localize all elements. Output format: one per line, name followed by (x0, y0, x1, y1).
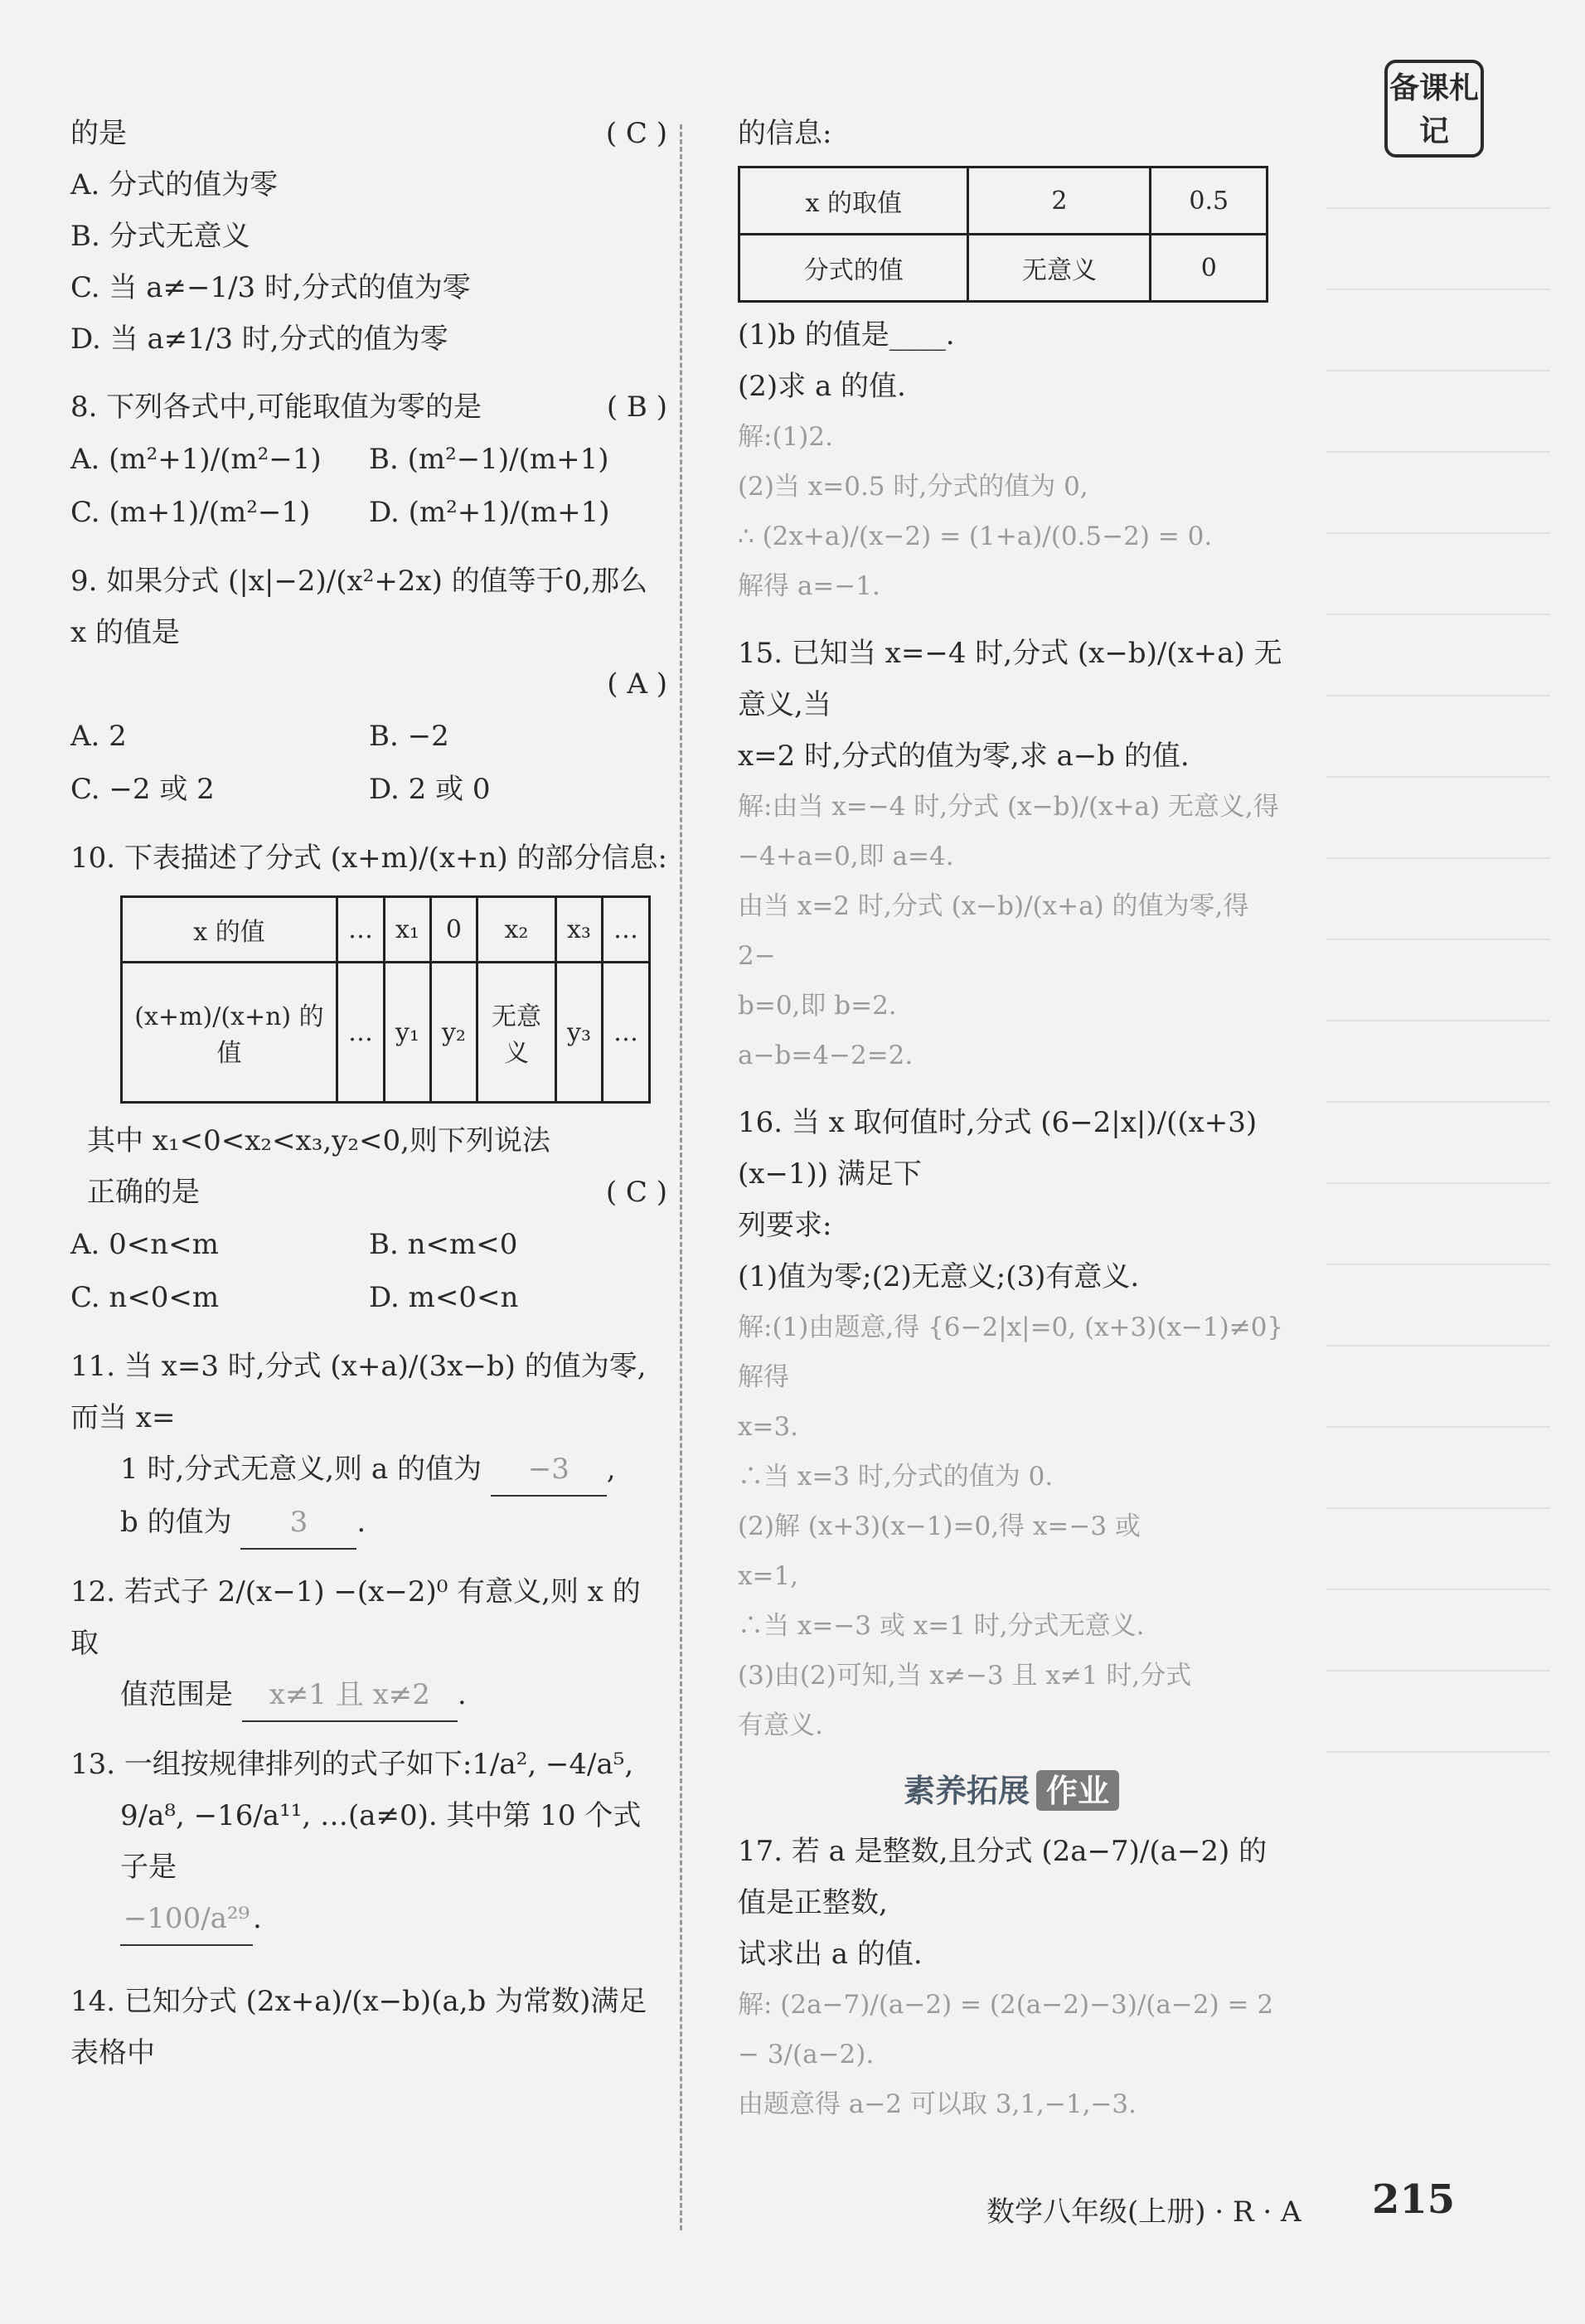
q15-solution-2: −4+a=0,即 a=4. (738, 842, 954, 871)
q15-solution-5: a−b=4−2=2. (738, 1041, 914, 1070)
lesson-notes-badge: 备课札记 (1384, 60, 1484, 158)
q13-line3: −100/a²⁹ . (70, 1893, 667, 1946)
q11-answer-a: −3 (491, 1443, 607, 1497)
q7-stem-tail: 的是 ( C ) (70, 108, 667, 159)
q10-question: 正确的是 ( C ) (70, 1167, 667, 1218)
q16-solution-5: x=1, (738, 1561, 799, 1591)
q14-solution-2: (2)当 x=0.5 时,分式的值为 0, (738, 472, 1088, 502)
q16-stem: 16. 当 x 取何值时,分式 (6−2|x|)/((x+3)(x−1)) 满足下 (738, 1106, 1258, 1191)
q11-stem: 11. 当 x=3 时,分式 (x+a)/(3x−b) 的值为零,而当 x= (70, 1350, 647, 1434)
q16-solution-3: ∴当 x=3 时,分式的值为 0. (738, 1462, 1054, 1492)
q11-answer-b: 3 (240, 1497, 356, 1550)
q10-table: x 的值 … x₁ 0 x₂ x₃ … (x+m)/(x+n) 的值 … y₁ y₂ 无意义 y₃ … (120, 895, 651, 1104)
q7-answer: ( C ) (605, 117, 667, 150)
q7-option-c: C. 当 a≠−1/3 时,分式的值为零 (70, 271, 471, 304)
q17-stem-2: 试求出 a 的值. (738, 1938, 923, 1971)
q9-options-row2: C. −2 或 2 D. 2 或 0 (70, 773, 491, 806)
q14-part2: (2)求 a 的值. (738, 370, 906, 403)
q13-stem: 13. 一组按规律排列的式子如下:1/a², −4/a⁵, (70, 1748, 634, 1781)
column-divider (680, 124, 682, 2230)
q9-answer-line (70, 658, 667, 710)
page-number: 215 (1372, 2176, 1456, 2223)
section-heading: 素养拓展 作业 (738, 1765, 1285, 1811)
q16-solution-2: x=3. (738, 1412, 799, 1442)
q9-answer: ( A ) (607, 667, 667, 701)
q8-answer: ( B ) (606, 391, 667, 424)
q16-stem-2: 列要求: (738, 1209, 832, 1242)
q10-options-row2: C. n<0<m D. m<0<n (70, 1281, 519, 1314)
q13-answer: −100/a²⁹ (120, 1893, 253, 1946)
q16-solution-8: 有意义. (738, 1710, 823, 1740)
q16-parts: (1)值为零;(2)无意义;(3)有意义. (738, 1260, 1140, 1293)
left-column (70, 108, 667, 2079)
q10-options-row1: A. 0<n<m B. n<m<0 (70, 1228, 518, 1261)
q15-solution-3: 由当 x=2 时,分式 (x−b)/(x+a) 的值为零,得 2− (738, 891, 1249, 971)
q14-solution-1: 解:(1)2. (738, 422, 833, 452)
q12-answer: x≠1 且 x≠2 (242, 1669, 458, 1722)
q8-options-row1: A. (m²+1)/(m²−1) B. (m²−1)/(m+1) (70, 443, 609, 476)
q11-line2: 1 时,分式无意义,则 a 的值为 −3 , (70, 1443, 667, 1497)
q17-solution-2: 由题意得 a−2 可以取 3,1,−1,−3. (738, 2089, 1137, 2119)
q13-line2: 9/a⁸, −16/a¹¹, …(a≠0). 其中第 10 个式子是 (120, 1799, 642, 1884)
q7-option-b: B. 分式无意义 (70, 220, 250, 253)
q14-stem: 14. 已知分式 (2x+a)/(x−b)(a,b 为常数)满足表格中 (70, 1985, 647, 2069)
q9-options-row1: A. 2 B. −2 (70, 720, 449, 753)
q16-solution-7: (3)由(2)可知,当 x≠−3 且 x≠1 时,分式 (738, 1661, 1192, 1691)
book-footer: 数学八年级(上册) · R · A (986, 2195, 1301, 2229)
q14-solution-3: ∴ (2x+a)/(x−2) = (1+a)/(0.5−2) = 0. (738, 522, 1213, 551)
q15-solution-4: b=0,即 b=2. (738, 991, 897, 1021)
q8-stem: 8. 下列各式中,可能取值为零的是 ( B ) (70, 381, 667, 433)
q14-stem-tail: 的信息: (738, 117, 832, 150)
q7-option-a: A. 分式的值为零 (70, 168, 279, 201)
q15-stem: 15. 已知当 x=−4 时,分式 (x−b)/(x+a) 无意义,当 (738, 637, 1282, 721)
q8-options-row2: C. (m+1)/(m²−1) D. (m²+1)/(m+1) (70, 496, 610, 529)
q17-stem: 17. 若 a 是整数,且分式 (2a−7)/(a−2) 的值是正整数, (738, 1835, 1268, 1919)
q16-solution-6: ∴当 x=−3 或 x=1 时,分式无意义. (738, 1611, 1145, 1641)
q16-solution-1: 解:(1)由题意,得 {6−2|x|=0, (x+3)(x−1)≠0} 解得 (738, 1312, 1284, 1392)
q15-stem-2: x=2 时,分式的值为零,求 a−b 的值. (738, 740, 1190, 773)
q12-stem: 12. 若式子 2/(x−1) −(x−2)⁰ 有意义,则 x 的取 (70, 1575, 641, 1660)
q14-solution-4: 解得 a=−1. (738, 571, 880, 601)
q11-line3: b 的值为 3 . (70, 1497, 667, 1550)
q17-solution-1: 解: (2a−7)/(a−2) = (2(a−2)−3)/(a−2) = 2 − 3/(a−2). (738, 1990, 1274, 2069)
q10-stem: 10. 下表描述了分式 (x+m)/(x+n) 的部分信息: (70, 842, 667, 875)
q16-solution-4: (2)解 (x+3)(x−1)=0,得 x=−3 或 (738, 1511, 1141, 1541)
q10-answer: ( C ) (605, 1176, 667, 1209)
note-lines (1326, 207, 1550, 1832)
q15-solution-1: 解:由当 x=−4 时,分式 (x−b)/(x+a) 无意义,得 (738, 792, 1279, 822)
right-column (738, 108, 1285, 2129)
q7-option-d: D. 当 a≠1/3 时,分式的值为零 (70, 323, 448, 356)
q12-line2: 值范围是 x≠1 且 x≠2 . (70, 1669, 667, 1722)
q9-stem: 9. 如果分式 (|x|−2)/(x²+2x) 的值等于0,那么 x 的值是 (70, 565, 648, 649)
q14-table: x 的取值 2 0.5 分式的值 无意义 0 (738, 166, 1268, 303)
q10-condition: 其中 x₁<0<x₂<x₃,y₂<0,则下列说法 (87, 1124, 550, 1157)
section-tag: 作业 (1036, 1770, 1119, 1811)
q14-part1: (1)b 的值是____. (738, 318, 955, 352)
